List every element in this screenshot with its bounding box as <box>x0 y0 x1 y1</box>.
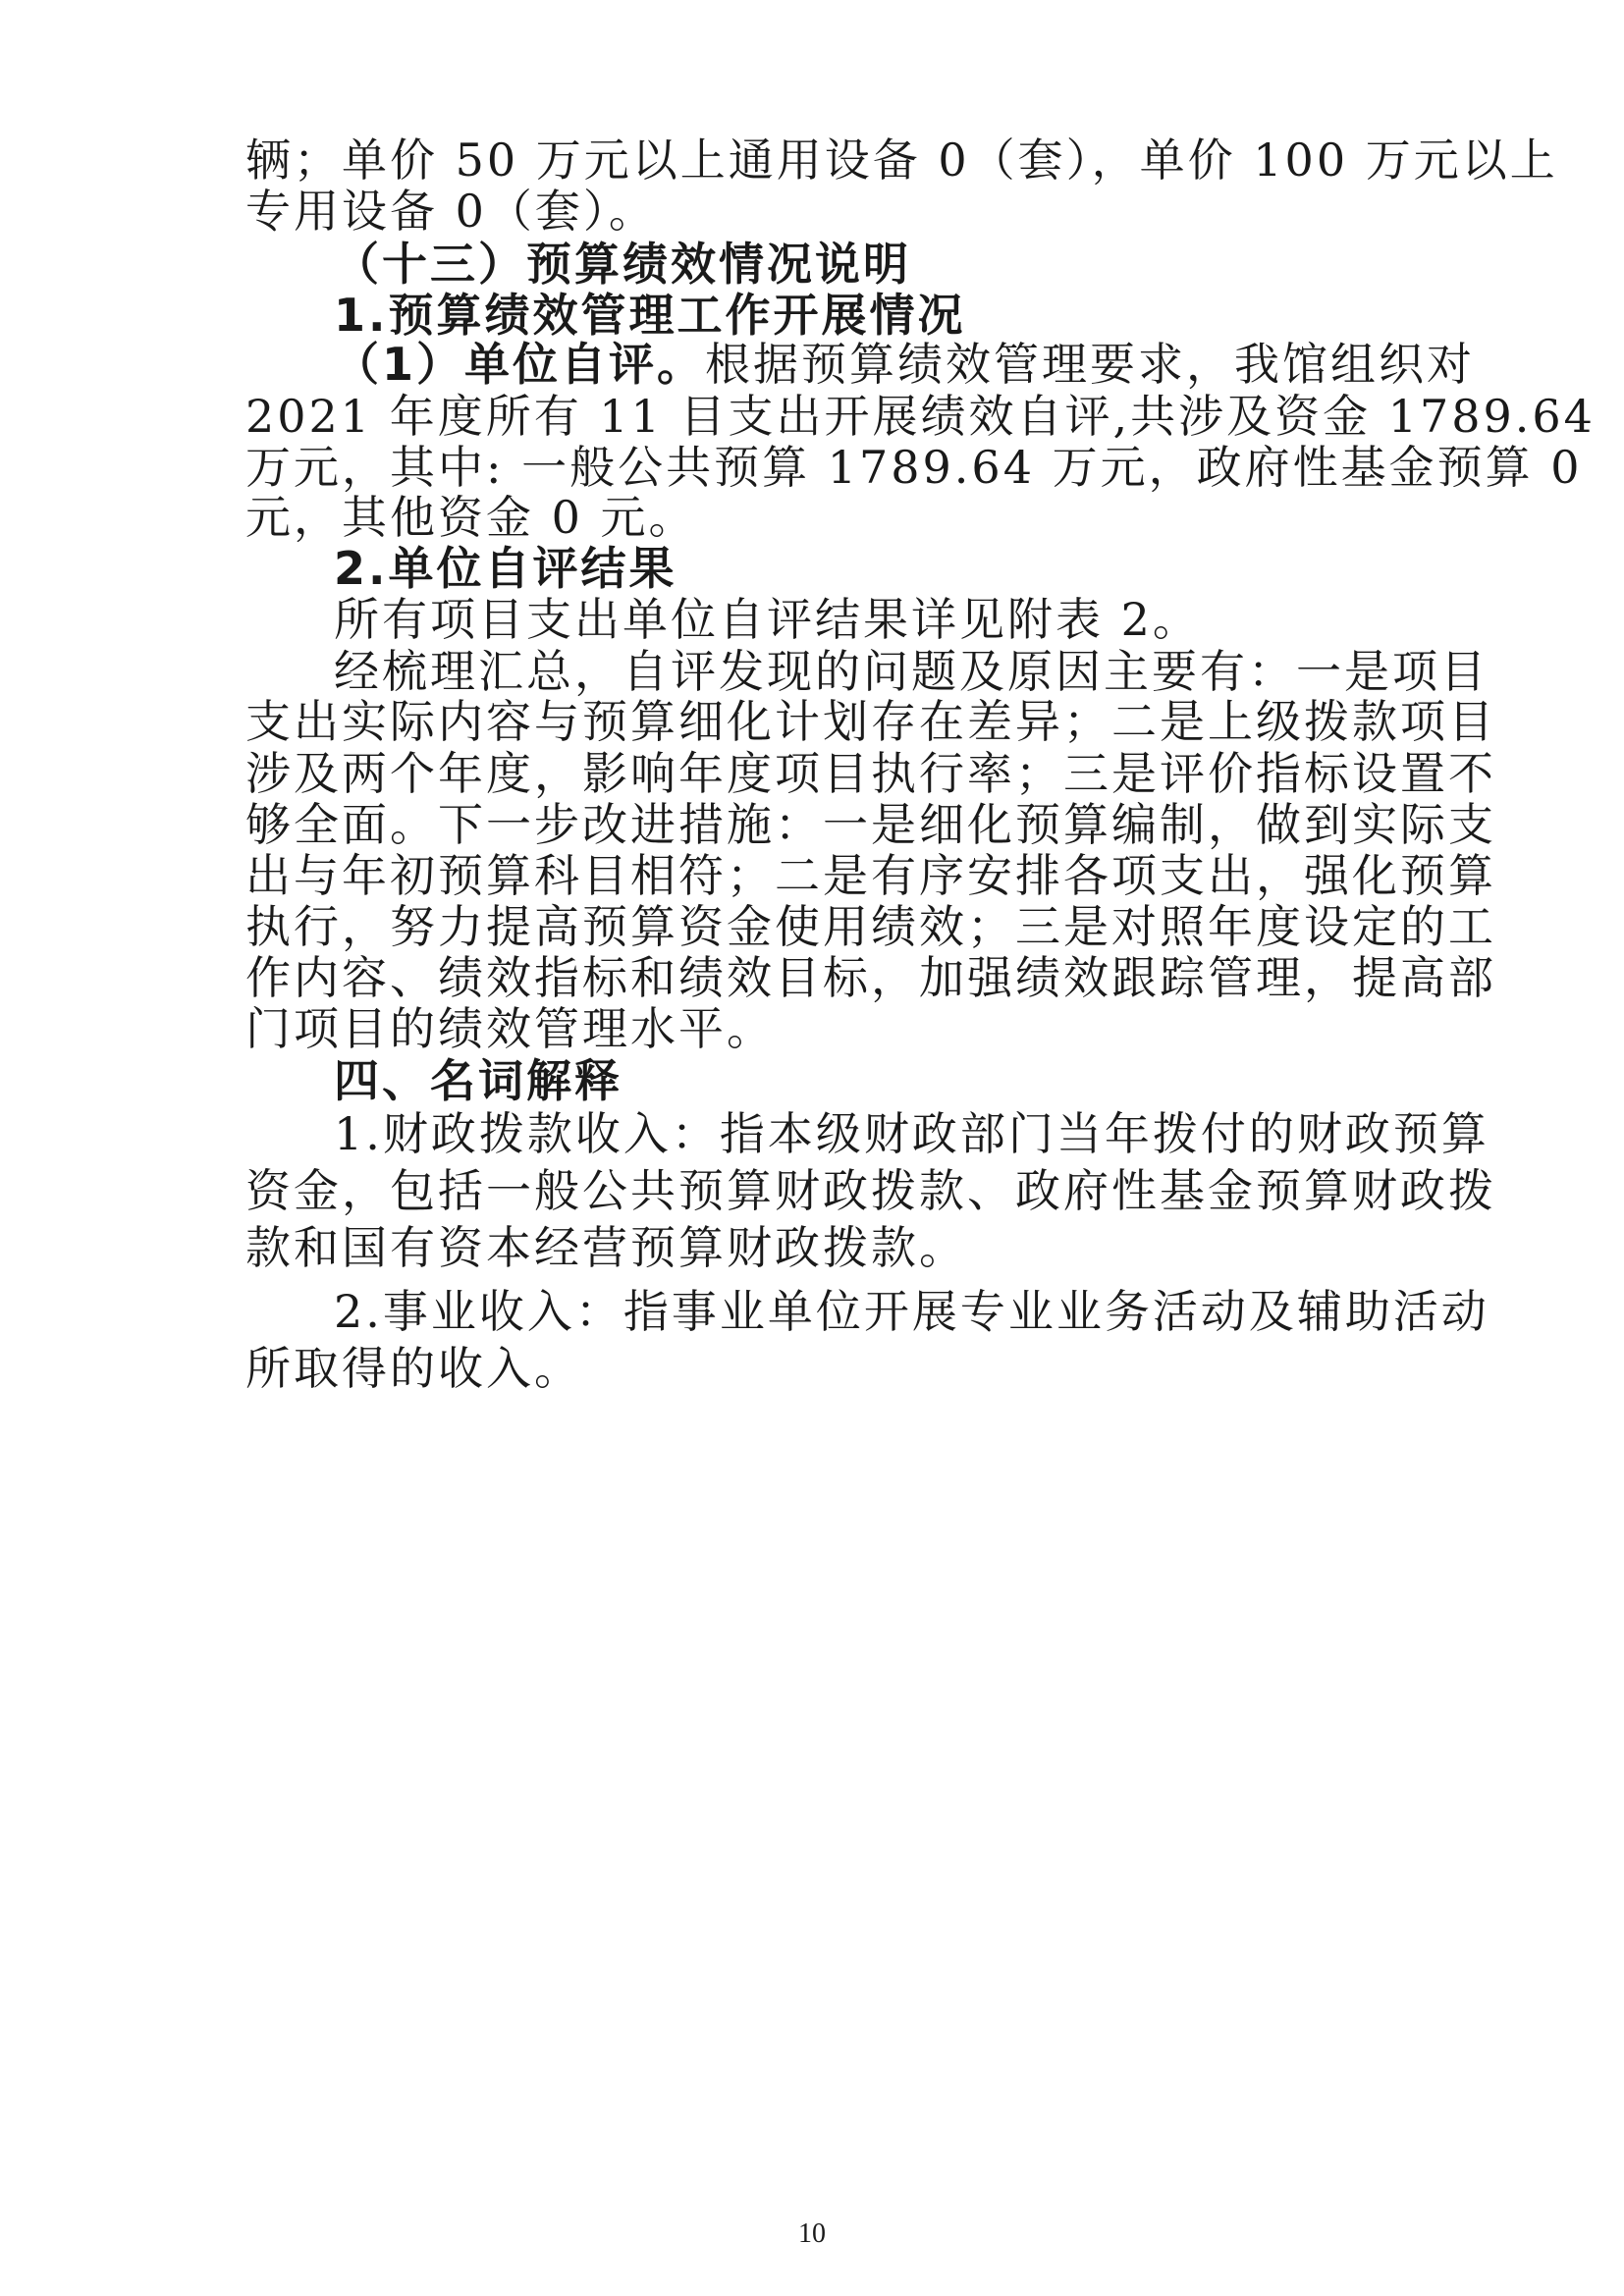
page-number: 10 <box>798 2218 826 2249</box>
text-line: 1.财政拨款收入：指本级财政部门当年拨付的财政预算 <box>334 1107 1489 1160</box>
text-line: 支出实际内容与预算细化计划存在差异；二是上级拨款项目 <box>245 695 1496 748</box>
section-heading: 四、名词解释 <box>334 1054 623 1107</box>
subsection-heading: 2.单位自评结果 <box>334 542 677 595</box>
text-line: 所取得的收入。 <box>245 1342 582 1395</box>
text-line: 辆；单价 50 万元以上通用设备 0（套），单价 100 万元以上 <box>245 133 1558 187</box>
text-line: 出与年初预算科目相符；二是有序安排各项支出，强化预算 <box>245 849 1496 902</box>
text-line: 万元，其中: 一般公共预算 1789.64 万元，政府性基金预算 0 <box>245 441 1583 494</box>
text-line: 所有项目支出单位自评结果详见附表 2。 <box>334 593 1201 646</box>
text-line: 够全面。下一步改进措施：一是细化预算编制，做到实际支 <box>245 798 1496 851</box>
text-line: 涉及两个年度，影响年度项目执行率；三是评价指标设置不 <box>245 747 1496 800</box>
text-line: 经梳理汇总，自评发现的问题及原因主要有：一是项目 <box>334 645 1489 698</box>
text-line: 门项目的绩效管理水平。 <box>245 1002 775 1055</box>
inline-heading: （1）单位自评。 <box>334 338 706 391</box>
text-line: 2.事业收入：指事业单位开展专业业务活动及辅助活动 <box>334 1285 1489 1338</box>
text-span: 根据预算绩效管理要求，我馆组织对 <box>705 338 1476 391</box>
text-line: 款和国有资本经营预算财政拨款。 <box>245 1221 967 1274</box>
text-line: 执行，努力提高预算资金使用绩效；三是对照年度设定的工 <box>245 900 1496 953</box>
text-line: 元，其他资金 0 元。 <box>245 491 697 544</box>
paragraph-lead-line <box>334 335 1476 394</box>
text-line: 作内容、绩效指标和绩效目标，加强绩效跟踪管理，提高部 <box>245 951 1496 1004</box>
subsection-heading: 1.预算绩效管理工作开展情况 <box>334 289 966 342</box>
text-line: 资金，包括一般公共预算财政拨款、政府性基金预算财政拨 <box>245 1164 1496 1217</box>
text-line: 专用设备 0（套）。 <box>245 185 657 238</box>
section-heading: （十三）预算绩效情况说明 <box>334 238 911 291</box>
text-line: 2021 年度所有 11 目支出开展绩效自评,共涉及资金 1789.64 <box>245 390 1596 443</box>
